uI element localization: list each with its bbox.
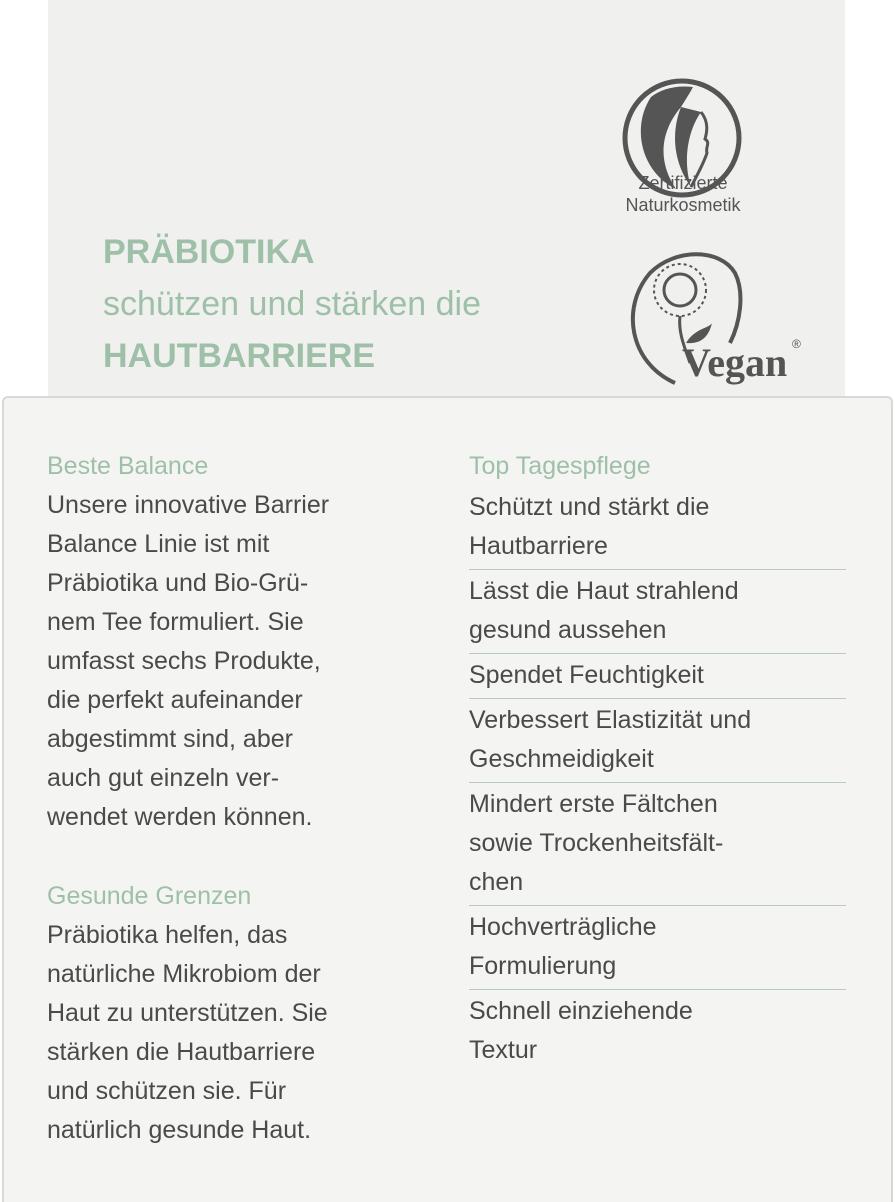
right-heading: Top Tagespflege xyxy=(469,452,651,480)
section-gap xyxy=(47,837,427,877)
benefit-item xyxy=(469,782,846,905)
section-text-line: wendet werden können. xyxy=(47,803,313,831)
section-text-line: natürliche Mikrobiom der xyxy=(47,960,321,988)
headline-line-2: schützen und stärken die xyxy=(103,285,482,323)
benefit-text-line: Verbessert Elastizität und xyxy=(469,706,752,734)
section-text-line: Präbiotika und Bio-Grü- xyxy=(47,569,309,597)
headline xyxy=(103,226,481,382)
benefit-item xyxy=(469,653,846,698)
section-text-line: Balance Linie ist mit xyxy=(47,530,270,558)
vegan-seal-icon xyxy=(620,248,810,398)
natrue-caption-line-2: Naturkosmetik xyxy=(625,195,741,215)
section-text-line: natürlich gesunde Haut. xyxy=(47,1116,312,1144)
benefit-text-line: gesund aussehen xyxy=(469,616,667,644)
section-text-line: abgestimmt sind, aber xyxy=(47,725,293,753)
benefit-text-line: Geschmeidigkeit xyxy=(469,745,654,773)
right-column xyxy=(469,447,846,1073)
natrue-caption xyxy=(600,172,766,216)
section-text-line: nem Tee formuliert. Sie xyxy=(47,608,304,636)
benefit-text-line: sowie Trockenheitsfält- xyxy=(469,829,724,857)
headline-line-3: HAUTBARRIERE xyxy=(103,337,375,375)
section-text-line: umfasst sechs Produkte, xyxy=(47,647,321,675)
benefit-text-line: Lässt die Haut strahlend xyxy=(469,577,739,605)
section-text-line: stärken die Hautbarriere xyxy=(47,1038,316,1066)
section-text-line: und schützen sie. Für xyxy=(47,1077,287,1105)
benefit-text-line: Hochverträgliche xyxy=(469,913,657,941)
benefit-text-line: Formulierung xyxy=(469,952,617,980)
natrue-caption-line-1: Zertifizierte xyxy=(638,173,728,193)
registered-mark: ® xyxy=(792,337,801,351)
benefit-text-line: Textur xyxy=(469,1036,538,1064)
benefit-item xyxy=(469,989,846,1073)
benefit-text-line: Spendet Feuchtigkeit xyxy=(469,661,704,689)
benefit-item xyxy=(469,905,846,989)
section-heading: Gesunde Grenzen xyxy=(47,882,252,910)
section-text-line: auch gut einzeln ver- xyxy=(47,764,280,792)
section-text-line: Präbiotika helfen, das xyxy=(47,921,288,949)
benefit-text-line: Mindert erste Fältchen xyxy=(469,790,718,818)
benefit-text-line: Hautbarriere xyxy=(469,532,608,560)
headline-line-1: PRÄBIOTIKA xyxy=(103,233,315,271)
left-column xyxy=(47,447,427,1150)
benefit-text-line: chen xyxy=(469,868,524,896)
benefit-text-line: Schützt und stärkt die xyxy=(469,493,710,521)
section-heading: Beste Balance xyxy=(47,452,209,480)
section-text-line: Unsere innovative Barrier xyxy=(47,491,330,519)
benefit-item xyxy=(469,698,846,782)
vegan-text: Vegan xyxy=(682,340,788,385)
benefit-item xyxy=(469,569,846,653)
section-text-line: die perfekt aufeinander xyxy=(47,686,303,714)
benefit-item xyxy=(469,486,846,569)
section-text-line: Haut zu unterstützen. Sie xyxy=(47,999,328,1027)
benefit-text-line: Schnell einziehende xyxy=(469,997,693,1025)
